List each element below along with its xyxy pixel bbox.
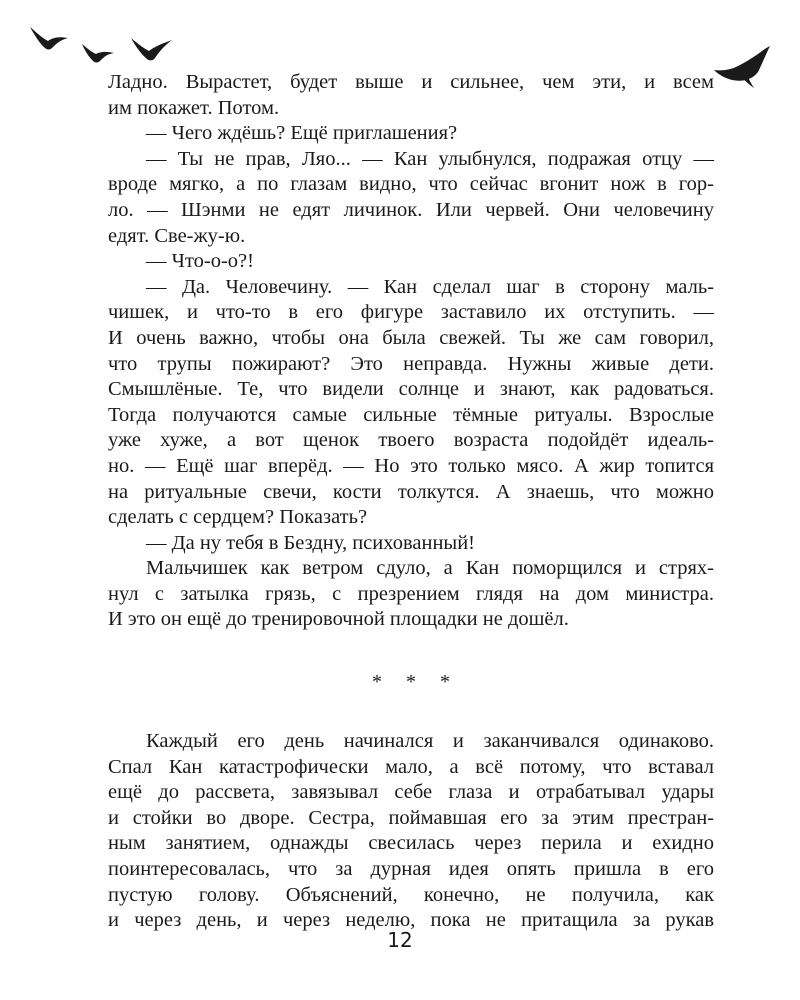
text-line: поинтересовалась, что за дурная идея опять пришла в его (108, 858, 714, 881)
text-line: — Ты не прав, Ляо... — Кан улыбнулся, подражая отцу — (146, 147, 714, 170)
paragraph (108, 70, 714, 121)
text-line: что трупы пожирают? Это неправда. Нужны живые дети. (108, 352, 714, 375)
paragraph (108, 556, 714, 633)
paragraph (108, 729, 714, 934)
paragraph (108, 121, 714, 147)
text-line: и через день, и через неделю, пока не притащила за рукав (108, 909, 714, 932)
paragraph (108, 147, 714, 249)
text-line: на ритуальные свечи, кости толкутся. А знаешь, что можно (108, 480, 714, 503)
paragraph (108, 275, 714, 531)
text-line: И это он ещё до тренировочной площадки не дошёл. (108, 608, 569, 631)
birds-decoration-left (28, 22, 188, 72)
bird-icon (28, 24, 72, 52)
text-line: чишек, и что-то в его фигуре заставило их отступить. — (108, 301, 714, 324)
text-line: Смышлёные. Те, что видели солнце и знают, как радоваться. (108, 378, 714, 401)
text-line: — Чего ждёшь? Ещё приглашения? (146, 122, 458, 145)
text-line: Мальчишек как ветром сдуло, а Кан поморщился и стрях- (146, 557, 714, 580)
text-line: и стойки во дворе. Сестра, поймавшая его за этим престран- (108, 806, 714, 829)
text-line: — Что-о-о?! (146, 250, 254, 273)
paragraph (108, 249, 714, 275)
page-number: 12 (387, 928, 413, 952)
text-line: едят. Све-жу-ю. (108, 224, 246, 247)
text-line: сделать с сердцем? Показать? (108, 506, 368, 529)
text-line: вроде мягко, а по глазам видно, что сейчас вгонит нож в гор- (108, 173, 714, 196)
text-line: нул с затылка грязь, с презрением глядя на дом министра. (108, 582, 714, 605)
page-text (108, 70, 714, 934)
text-line: — Да ну тебя в Бездну, психованный! (146, 531, 475, 554)
text-line: но. — Ещё шаг вперёд. — Но это только мясо. А жир топится (108, 454, 714, 477)
text-line: им покажет. Потом. (108, 96, 280, 119)
text-line: Каждый его день начинался и заканчивался одинаково. (146, 730, 714, 753)
bird-icon (712, 44, 774, 90)
separator-star: * (440, 671, 450, 694)
text-line: Спал Кан катастрофически мало, а всё потому, что вставал (108, 755, 714, 778)
text-line: И очень важно, чтобы она была свежей. Ты же сам говорил, (108, 326, 714, 349)
bird-icon (128, 34, 174, 64)
text-line: Тогда получаются самые сильные тёмные ритуалы. Взрослые (108, 403, 714, 426)
separator-star: * (372, 671, 382, 694)
separator-star: * (406, 671, 416, 694)
text-line: ещё до рассвета, завязывал себе глаза и отрабатывал удары (108, 781, 714, 804)
section-separator (108, 651, 714, 715)
bird-icon (80, 42, 116, 64)
paragraph (108, 531, 714, 557)
text-line: — Да. Человечину. — Кан сделал шаг в сторону маль- (146, 275, 714, 298)
text-line: Ладно. Вырастет, будет выше и сильнее, чем эти, и всем (108, 71, 714, 93)
text-line: пустую голову. Объяснений, конечно, не получила, как (108, 883, 714, 906)
text-line: уже хуже, а вот щенок твоего возраста подойдёт идеаль- (108, 429, 714, 452)
text-line: ным занятием, однажды свесилась через перила и ехидно (108, 832, 714, 855)
text-line: ло. — Шэнми не едят личинок. Или червей. Они человечину (108, 198, 714, 221)
